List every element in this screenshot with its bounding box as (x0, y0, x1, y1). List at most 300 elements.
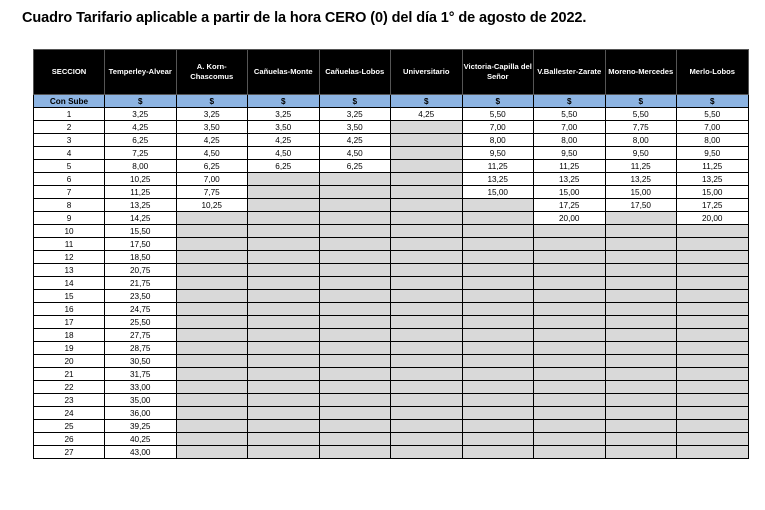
empty-cell (605, 446, 677, 459)
fare-table (33, 49, 749, 459)
empty-cell (462, 368, 534, 381)
fare-cell: 21,75 (105, 277, 177, 290)
column-header: Universitario (391, 50, 463, 95)
column-header: V.Ballester-Zarate (534, 50, 606, 95)
fare-cell: 5,50 (534, 108, 606, 121)
fare-cell: 8,00 (605, 134, 677, 147)
empty-cell (391, 290, 463, 303)
empty-cell (319, 264, 391, 277)
empty-cell (462, 251, 534, 264)
table-row (34, 212, 749, 225)
section-number: 15 (34, 290, 105, 303)
empty-cell (605, 277, 677, 290)
empty-cell (462, 199, 534, 212)
empty-cell (605, 225, 677, 238)
fare-cell: 28,75 (105, 342, 177, 355)
fare-cell: 7,00 (462, 121, 534, 134)
empty-cell (534, 290, 606, 303)
fare-cell: 4,50 (176, 147, 248, 160)
empty-cell (176, 394, 248, 407)
empty-cell (248, 381, 320, 394)
empty-cell (677, 251, 749, 264)
fare-cell: 3,25 (319, 108, 391, 121)
table-row (34, 264, 749, 277)
empty-cell (319, 316, 391, 329)
subheader-label: Con Sube (34, 95, 105, 108)
currency-symbol: $ (248, 95, 320, 108)
page-title: Cuadro Tarifario aplicable a partir de la hora CERO (0) del día 1° de agosto de 2022. (22, 10, 587, 26)
fare-cell: 13,25 (462, 173, 534, 186)
empty-cell (319, 368, 391, 381)
empty-cell (176, 407, 248, 420)
empty-cell (605, 251, 677, 264)
empty-cell (391, 199, 463, 212)
fare-cell: 24,75 (105, 303, 177, 316)
empty-cell (677, 238, 749, 251)
fare-cell: 15,00 (677, 186, 749, 199)
fare-cell: 8,00 (462, 134, 534, 147)
empty-cell (391, 303, 463, 316)
table-row (34, 303, 749, 316)
table-row (34, 173, 749, 186)
empty-cell (534, 264, 606, 277)
empty-cell (605, 342, 677, 355)
empty-cell (248, 238, 320, 251)
section-number: 2 (34, 121, 105, 134)
table-row (34, 238, 749, 251)
empty-cell (677, 446, 749, 459)
section-number: 7 (34, 186, 105, 199)
empty-cell (462, 342, 534, 355)
table-row (34, 420, 749, 433)
fare-cell: 13,25 (605, 173, 677, 186)
section-number: 1 (34, 108, 105, 121)
empty-cell (462, 433, 534, 446)
empty-cell (176, 355, 248, 368)
column-header: Victoria-Capilla del Señor (462, 50, 534, 95)
fare-cell: 5,50 (605, 108, 677, 121)
empty-cell (319, 355, 391, 368)
fare-cell: 14,25 (105, 212, 177, 225)
fare-cell: 8,00 (105, 160, 177, 173)
section-number: 10 (34, 225, 105, 238)
empty-cell (462, 277, 534, 290)
currency-symbol: $ (319, 95, 391, 108)
currency-symbol: $ (534, 95, 606, 108)
empty-cell (534, 238, 606, 251)
empty-cell (391, 212, 463, 225)
section-number: 8 (34, 199, 105, 212)
table-row (34, 407, 749, 420)
empty-cell (605, 381, 677, 394)
fare-cell: 4,25 (176, 134, 248, 147)
fare-cell: 6,25 (176, 160, 248, 173)
fare-cell: 4,50 (319, 147, 391, 160)
section-number: 23 (34, 394, 105, 407)
empty-cell (391, 147, 463, 160)
section-number: 20 (34, 355, 105, 368)
empty-cell (248, 186, 320, 199)
empty-cell (248, 251, 320, 264)
empty-cell (391, 342, 463, 355)
empty-cell (462, 225, 534, 238)
empty-cell (534, 394, 606, 407)
fare-cell: 17,50 (105, 238, 177, 251)
empty-cell (391, 407, 463, 420)
empty-cell (677, 355, 749, 368)
empty-cell (248, 407, 320, 420)
empty-cell (462, 381, 534, 394)
empty-cell (248, 303, 320, 316)
empty-cell (391, 394, 463, 407)
table-row (34, 147, 749, 160)
empty-cell (319, 173, 391, 186)
section-number: 18 (34, 329, 105, 342)
fare-cell: 8,00 (677, 134, 749, 147)
empty-cell (319, 251, 391, 264)
empty-cell (605, 329, 677, 342)
empty-cell (176, 251, 248, 264)
empty-cell (248, 368, 320, 381)
empty-cell (605, 238, 677, 251)
empty-cell (176, 212, 248, 225)
empty-cell (534, 355, 606, 368)
table-row (34, 108, 749, 121)
empty-cell (248, 264, 320, 277)
empty-cell (319, 394, 391, 407)
empty-cell (605, 433, 677, 446)
header-row (34, 50, 749, 95)
section-number: 4 (34, 147, 105, 160)
empty-cell (462, 290, 534, 303)
fare-cell: 3,50 (319, 121, 391, 134)
empty-cell (462, 303, 534, 316)
empty-cell (605, 394, 677, 407)
empty-cell (391, 225, 463, 238)
empty-cell (176, 316, 248, 329)
empty-cell (677, 407, 749, 420)
fare-cell: 3,50 (248, 121, 320, 134)
empty-cell (677, 394, 749, 407)
column-header: Moreno-Mercedes (605, 50, 677, 95)
fare-cell: 43,00 (105, 446, 177, 459)
empty-cell (391, 251, 463, 264)
fare-cell: 36,00 (105, 407, 177, 420)
currency-symbol: $ (391, 95, 463, 108)
fare-cell: 10,25 (176, 199, 248, 212)
fare-cell: 17,25 (534, 199, 606, 212)
fare-cell: 7,00 (176, 173, 248, 186)
fare-cell: 7,25 (105, 147, 177, 160)
empty-cell (248, 329, 320, 342)
empty-cell (391, 355, 463, 368)
empty-cell (605, 420, 677, 433)
fare-cell: 13,25 (677, 173, 749, 186)
section-number: 13 (34, 264, 105, 277)
empty-cell (319, 277, 391, 290)
empty-cell (462, 446, 534, 459)
empty-cell (176, 329, 248, 342)
column-header-seccion: SECCION (34, 50, 105, 95)
empty-cell (534, 303, 606, 316)
empty-cell (319, 225, 391, 238)
empty-cell (534, 420, 606, 433)
fare-cell: 9,50 (534, 147, 606, 160)
empty-cell (248, 277, 320, 290)
fare-cell: 3,25 (248, 108, 320, 121)
empty-cell (176, 238, 248, 251)
fare-cell: 35,00 (105, 394, 177, 407)
section-number: 21 (34, 368, 105, 381)
fare-cell: 3,50 (176, 121, 248, 134)
empty-cell (176, 446, 248, 459)
empty-cell (248, 212, 320, 225)
currency-symbol: $ (105, 95, 177, 108)
fare-cell: 11,25 (462, 160, 534, 173)
empty-cell (391, 160, 463, 173)
fare-cell: 4,25 (319, 134, 391, 147)
section-number: 25 (34, 420, 105, 433)
empty-cell (605, 290, 677, 303)
table-row (34, 329, 749, 342)
column-header: Merlo-Lobos (677, 50, 749, 95)
section-number: 14 (34, 277, 105, 290)
empty-cell (391, 381, 463, 394)
currency-symbol: $ (462, 95, 534, 108)
empty-cell (176, 433, 248, 446)
empty-cell (462, 329, 534, 342)
fare-cell: 4,25 (391, 108, 463, 121)
table-row (34, 355, 749, 368)
empty-cell (391, 433, 463, 446)
empty-cell (462, 355, 534, 368)
table-row (34, 160, 749, 173)
empty-cell (319, 446, 391, 459)
table-row (34, 342, 749, 355)
fare-cell: 15,50 (105, 225, 177, 238)
fare-cell: 25,50 (105, 316, 177, 329)
fare-cell: 20,75 (105, 264, 177, 277)
fare-cell: 11,25 (105, 186, 177, 199)
empty-cell (176, 290, 248, 303)
empty-cell (248, 199, 320, 212)
empty-cell (534, 342, 606, 355)
empty-cell (248, 394, 320, 407)
empty-cell (534, 407, 606, 420)
empty-cell (677, 303, 749, 316)
section-number: 11 (34, 238, 105, 251)
section-number: 6 (34, 173, 105, 186)
table-row (34, 251, 749, 264)
empty-cell (605, 368, 677, 381)
fare-cell: 5,50 (462, 108, 534, 121)
fare-cell: 30,50 (105, 355, 177, 368)
empty-cell (176, 277, 248, 290)
section-number: 24 (34, 407, 105, 420)
column-header: Temperley-Alvear (105, 50, 177, 95)
empty-cell (391, 446, 463, 459)
section-number: 12 (34, 251, 105, 264)
empty-cell (248, 225, 320, 238)
empty-cell (391, 316, 463, 329)
fare-cell: 4,25 (248, 134, 320, 147)
empty-cell (391, 238, 463, 251)
empty-cell (319, 290, 391, 303)
fare-cell: 13,25 (534, 173, 606, 186)
table-row (34, 199, 749, 212)
empty-cell (677, 277, 749, 290)
section-number: 5 (34, 160, 105, 173)
empty-cell (605, 355, 677, 368)
fare-cell: 17,50 (605, 199, 677, 212)
empty-cell (462, 420, 534, 433)
table-row (34, 316, 749, 329)
empty-cell (534, 277, 606, 290)
table-row (34, 225, 749, 238)
empty-cell (319, 303, 391, 316)
empty-cell (677, 381, 749, 394)
empty-cell (534, 368, 606, 381)
fare-cell: 13,25 (105, 199, 177, 212)
empty-cell (319, 238, 391, 251)
table-row (34, 433, 749, 446)
fare-cell: 7,75 (605, 121, 677, 134)
empty-cell (391, 173, 463, 186)
empty-cell (677, 329, 749, 342)
empty-cell (176, 381, 248, 394)
empty-cell (462, 407, 534, 420)
empty-cell (605, 316, 677, 329)
section-number: 16 (34, 303, 105, 316)
empty-cell (176, 303, 248, 316)
empty-cell (319, 199, 391, 212)
table-row (34, 121, 749, 134)
empty-cell (677, 342, 749, 355)
empty-cell (534, 446, 606, 459)
empty-cell (248, 290, 320, 303)
fare-cell: 15,00 (534, 186, 606, 199)
empty-cell (391, 329, 463, 342)
table-row (34, 381, 749, 394)
empty-cell (176, 420, 248, 433)
empty-cell (534, 225, 606, 238)
empty-cell (391, 134, 463, 147)
empty-cell (176, 368, 248, 381)
table-row (34, 290, 749, 303)
fare-cell: 7,00 (534, 121, 606, 134)
empty-cell (319, 381, 391, 394)
section-number: 27 (34, 446, 105, 459)
empty-cell (677, 316, 749, 329)
fare-cell: 23,50 (105, 290, 177, 303)
column-header: Cañuelas-Monte (248, 50, 320, 95)
empty-cell (605, 212, 677, 225)
fare-cell: 7,75 (176, 186, 248, 199)
empty-cell (319, 186, 391, 199)
subheader-row (34, 95, 749, 108)
fare-cell: 11,25 (534, 160, 606, 173)
fare-cell: 3,25 (105, 108, 177, 121)
empty-cell (462, 316, 534, 329)
fare-cell: 4,50 (248, 147, 320, 160)
empty-cell (248, 316, 320, 329)
fare-cell: 17,25 (677, 199, 749, 212)
fare-cell: 10,25 (105, 173, 177, 186)
empty-cell (319, 433, 391, 446)
currency-symbol: $ (605, 95, 677, 108)
fare-cell: 6,25 (319, 160, 391, 173)
fare-cell: 9,50 (677, 147, 749, 160)
section-number: 22 (34, 381, 105, 394)
fare-cell: 15,00 (462, 186, 534, 199)
table-row (34, 394, 749, 407)
table-row (34, 368, 749, 381)
fare-cell: 40,25 (105, 433, 177, 446)
column-header: A. Korn-Chascomus (176, 50, 248, 95)
fare-cell: 6,25 (248, 160, 320, 173)
empty-cell (677, 225, 749, 238)
section-number: 26 (34, 433, 105, 446)
fare-cell: 31,75 (105, 368, 177, 381)
empty-cell (677, 290, 749, 303)
section-number: 3 (34, 134, 105, 147)
empty-cell (462, 238, 534, 251)
empty-cell (462, 212, 534, 225)
table-row (34, 134, 749, 147)
column-header: Cañuelas-Lobos (319, 50, 391, 95)
empty-cell (677, 433, 749, 446)
empty-cell (534, 381, 606, 394)
section-number: 9 (34, 212, 105, 225)
empty-cell (605, 303, 677, 316)
fare-cell: 4,25 (105, 121, 177, 134)
currency-symbol: $ (677, 95, 749, 108)
empty-cell (391, 264, 463, 277)
empty-cell (176, 225, 248, 238)
empty-cell (534, 433, 606, 446)
empty-cell (605, 407, 677, 420)
empty-cell (391, 420, 463, 433)
empty-cell (248, 173, 320, 186)
currency-symbol: $ (176, 95, 248, 108)
empty-cell (248, 446, 320, 459)
empty-cell (319, 420, 391, 433)
table-row (34, 446, 749, 459)
empty-cell (319, 329, 391, 342)
table-row (34, 277, 749, 290)
table-body (34, 108, 749, 459)
empty-cell (677, 368, 749, 381)
fare-cell: 5,50 (677, 108, 749, 121)
section-number: 17 (34, 316, 105, 329)
empty-cell (319, 342, 391, 355)
fare-cell: 9,50 (462, 147, 534, 160)
section-number: 19 (34, 342, 105, 355)
fare-cell: 3,25 (176, 108, 248, 121)
empty-cell (248, 342, 320, 355)
fare-cell: 9,50 (605, 147, 677, 160)
empty-cell (391, 277, 463, 290)
empty-cell (462, 264, 534, 277)
fare-cell: 18,50 (105, 251, 177, 264)
empty-cell (677, 264, 749, 277)
empty-cell (248, 420, 320, 433)
empty-cell (319, 212, 391, 225)
empty-cell (534, 251, 606, 264)
fare-cell: 39,25 (105, 420, 177, 433)
fare-cell: 20,00 (534, 212, 606, 225)
empty-cell (319, 407, 391, 420)
